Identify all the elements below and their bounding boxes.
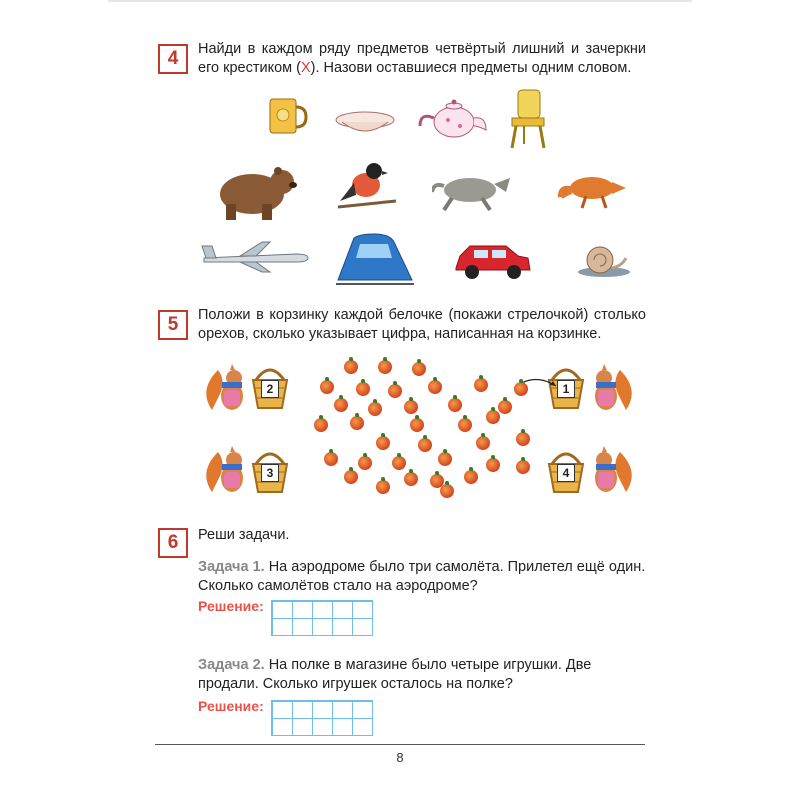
nut-icon[interactable]: [358, 456, 372, 470]
nut-icon[interactable]: [486, 410, 500, 424]
nut-icon[interactable]: [404, 472, 418, 486]
nut-icon[interactable]: [344, 360, 358, 374]
footer-divider: [155, 744, 645, 745]
problem-2-label: Задача 2.: [198, 657, 265, 673]
basket-2-number: 2: [261, 380, 279, 398]
problem-2-text: На полке в магазине было четыре игрушки. Две продали. Сколько игрушек осталось на полке?: [198, 657, 592, 692]
task-4-text-x: X: [301, 60, 311, 76]
nut-icon[interactable]: [440, 484, 454, 498]
task-6-number: 6: [158, 528, 188, 558]
nut-icon[interactable]: [410, 418, 424, 432]
nut-icon[interactable]: [368, 402, 382, 416]
nut-icon[interactable]: [356, 382, 370, 396]
nut-icon[interactable]: [516, 460, 530, 474]
solution-1-grid[interactable]: [271, 600, 373, 636]
nut-icon[interactable]: [392, 456, 406, 470]
nut-icon[interactable]: [376, 436, 390, 450]
page-number: 8: [396, 750, 404, 765]
airplane-icon[interactable]: [200, 238, 310, 274]
basket-2[interactable]: [250, 368, 290, 410]
nut-icon[interactable]: [498, 400, 512, 414]
nut-icon[interactable]: [334, 398, 348, 412]
train-icon[interactable]: [334, 232, 416, 286]
nut-icon[interactable]: [344, 470, 358, 484]
solution-1-label: Решение:: [198, 598, 264, 614]
squirrel-icon[interactable]: [202, 444, 250, 496]
teapot-icon[interactable]: [418, 96, 490, 140]
chair-icon[interactable]: [508, 88, 548, 150]
nut-icon[interactable]: [412, 362, 426, 376]
problem-1-text: На аэродроме было три самолёта. Прилетел ещё один. Сколько самолётов стало на аэродроме?: [198, 559, 646, 594]
nut-icon[interactable]: [514, 382, 528, 396]
nut-icon[interactable]: [350, 416, 364, 430]
task-4-text-b: ). Назови оставшиеся предметы одним словом.: [310, 60, 632, 76]
nut-icon[interactable]: [476, 436, 490, 450]
car-icon[interactable]: [452, 242, 532, 280]
nut-icon[interactable]: [376, 480, 390, 494]
squirrel-icon[interactable]: [588, 444, 636, 496]
task-4-number: 4: [158, 44, 188, 74]
nut-icon[interactable]: [388, 384, 402, 398]
bear-icon[interactable]: [212, 160, 298, 222]
task-5-number: 5: [158, 310, 188, 340]
top-divider: [108, 0, 692, 2]
problem-1: [198, 558, 646, 596]
solution-2-label: Решение:: [198, 698, 264, 714]
basket-1-number: 1: [557, 380, 575, 398]
task-6-title: Реши задачи.: [198, 527, 290, 543]
basket-3[interactable]: [250, 452, 290, 494]
basket-4-number: 4: [557, 464, 575, 482]
squirrel-icon[interactable]: [588, 362, 636, 414]
fox-icon[interactable]: [556, 164, 630, 210]
nut-icon[interactable]: [314, 418, 328, 432]
nut-icon[interactable]: [428, 380, 442, 394]
nut-icon[interactable]: [448, 398, 462, 412]
nut-icon[interactable]: [378, 360, 392, 374]
task-5-text: Положи в корзинку каждой белочке (покажи стрелочкой) столько орехов, сколько указывает цифра, написанная на корзинке.: [198, 307, 646, 342]
problem-2: [198, 656, 646, 694]
problem-1-label: Задача 1.: [198, 559, 265, 575]
nut-icon[interactable]: [486, 458, 500, 472]
nut-icon[interactable]: [418, 438, 432, 452]
task-4-text: [198, 40, 646, 78]
solution-2-grid[interactable]: [271, 700, 373, 736]
nut-icon[interactable]: [404, 400, 418, 414]
nut-icon[interactable]: [516, 432, 530, 446]
basket-4[interactable]: [546, 452, 586, 494]
nut-icon[interactable]: [324, 452, 338, 466]
wolf-icon[interactable]: [432, 168, 514, 212]
plate-icon[interactable]: [334, 110, 396, 136]
task-4-text-a: Найди в каждом ряду предметов четвёртый лишний и зачеркни его крестиком (: [198, 41, 646, 76]
nut-icon[interactable]: [464, 470, 478, 484]
nut-icon[interactable]: [320, 380, 334, 394]
cup-icon[interactable]: [266, 95, 308, 137]
squirrel-icon[interactable]: [202, 362, 250, 414]
nut-icon[interactable]: [474, 378, 488, 392]
bullfinch-icon[interactable]: [336, 155, 398, 215]
basket-3-number: 3: [261, 464, 279, 482]
nut-icon[interactable]: [458, 418, 472, 432]
nut-icon[interactable]: [438, 452, 452, 466]
snail-icon[interactable]: [576, 244, 632, 278]
